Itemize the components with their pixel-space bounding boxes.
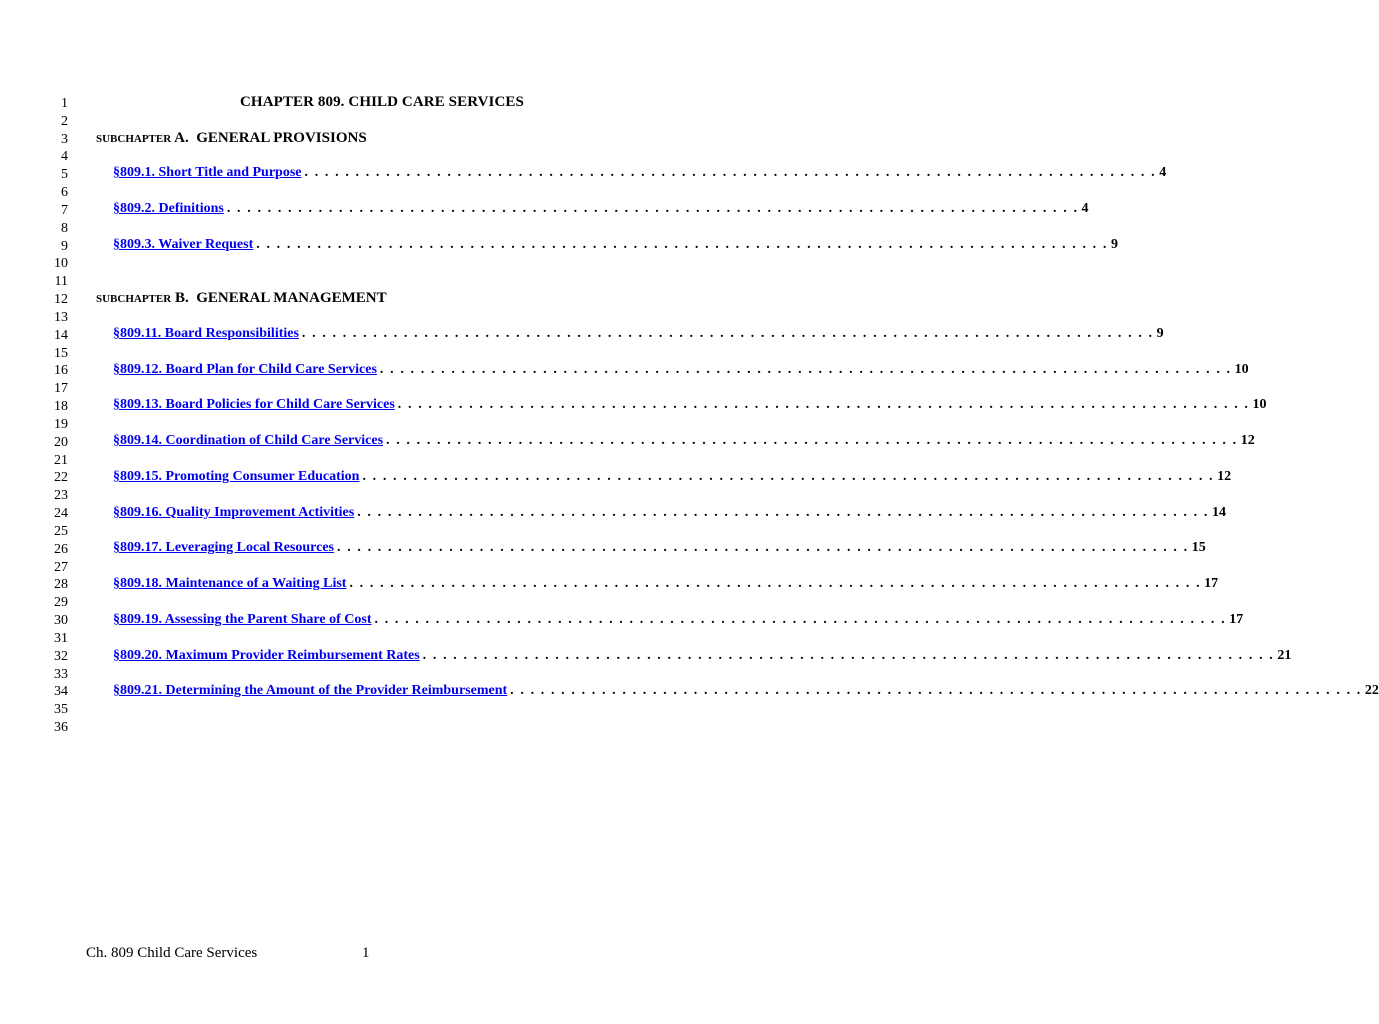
toc-entry	[113, 433, 1255, 451]
subchapter-prefix: SUBCHAPTER	[96, 133, 172, 145]
line-number: 25	[54, 524, 68, 539]
toc-entry	[113, 165, 1167, 183]
toc-entry	[113, 505, 1226, 523]
toc-page-number: 9	[1110, 237, 1118, 252]
line-number: 23	[54, 488, 68, 503]
toc-page-number: 4	[1081, 201, 1089, 216]
line-number: 24	[54, 506, 68, 521]
toc-link-809-16[interactable]: §809.16. Quality Improvement Activities	[113, 505, 355, 520]
toc-entry	[113, 362, 1249, 380]
toc-leader-dots: . . . . . . . . . . . . . . . . . . . . . . . . . . . . . . . . . . . . . . . . . . . . . . . . . . . . . . . . . . . . . . . . . . . . . . . . . . . . . . . . . . . .	[422, 648, 1275, 663]
footer-page-number: 1	[362, 945, 370, 961]
toc-leader-dots: . . . . . . . . . . . . . . . . . . . . . . . . . . . . . . . . . . . . . . . . . . . . . . . . . . . . . . . . . . . . . . . . . . . . . . . . . . . . . . . . . . . .	[301, 326, 1154, 341]
line-number: 26	[54, 542, 68, 557]
line-number: 5	[61, 167, 68, 182]
toc-entry	[113, 237, 1118, 255]
footer-chapter-label: Ch. 809 Child Care Services	[86, 945, 258, 961]
subchapter-title: GENERAL MANAGEMENT	[188, 290, 387, 306]
toc-link-809-13[interactable]: §809.13. Board Policies for Child Care Services	[113, 397, 395, 412]
line-number: 11	[54, 274, 68, 289]
subchapter-title: GENERAL PROVISIONS	[188, 130, 367, 146]
toc-entry	[113, 540, 1206, 558]
toc-link-809-17[interactable]: §809.17. Leveraging Local Resources	[113, 540, 334, 555]
toc-entry	[113, 648, 1292, 666]
toc-link-809-11[interactable]: §809.11. Board Responsibilities	[113, 326, 299, 341]
toc-entry	[113, 683, 1379, 701]
line-number: 8	[61, 221, 68, 236]
line-number: 2	[61, 114, 68, 129]
subchapter-a-heading	[96, 130, 367, 147]
toc-leader-dots: . . . . . . . . . . . . . . . . . . . . . . . . . . . . . . . . . . . . . . . . . . . . . . . . . . . . . . . . . . . . . . . . . . . . . . . . . . . . . . . . . . . .	[362, 469, 1215, 484]
toc-link-809-1[interactable]: §809.1. Short Title and Purpose	[113, 165, 302, 180]
line-number: 9	[61, 239, 68, 254]
line-number: 34	[54, 684, 68, 699]
toc-page-number: 14	[1211, 505, 1226, 520]
subchapter-letter: B.	[171, 290, 189, 306]
toc-page-number: 4	[1159, 165, 1167, 180]
line-number: 3	[61, 132, 68, 147]
toc-page-number: 22	[1364, 683, 1379, 698]
line-number: 6	[61, 185, 68, 200]
toc-link-809-18[interactable]: §809.18. Maintenance of a Waiting List	[113, 576, 347, 591]
line-number: 10	[54, 256, 68, 271]
line-number: 31	[54, 631, 68, 646]
line-number: 18	[54, 399, 68, 414]
toc-leader-dots: . . . . . . . . . . . . . . . . . . . . . . . . . . . . . . . . . . . . . . . . . . . . . . . . . . . . . . . . . . . . . . . . . . . . . . . . . . . . . . . . . . . .	[379, 362, 1232, 377]
toc-entry	[113, 397, 1267, 415]
toc-entry	[113, 469, 1232, 487]
line-number: 21	[54, 453, 68, 468]
toc-page-number: 12	[1240, 433, 1255, 448]
toc-page-number: 15	[1191, 540, 1206, 555]
toc-page-number: 10	[1234, 362, 1249, 377]
toc-page-number: 12	[1217, 469, 1232, 484]
subchapter-b-heading	[96, 290, 387, 307]
toc-leader-dots: . . . . . . . . . . . . . . . . . . . . . . . . . . . . . . . . . . . . . . . . . . . . . . . . . . . . . . . . . . . . . . . . . . . . . . . . . . . . . . . . . . . .	[304, 165, 1157, 180]
toc-leader-dots: . . . . . . . . . . . . . . . . . . . . . . . . . . . . . . . . . . . . . . . . . . . . . . . . . . . . . . . . . . . . . . . . . . . . . . . . . . . . . . . . . . . .	[357, 505, 1209, 520]
line-number: 12	[54, 292, 68, 307]
toc-link-809-19[interactable]: §809.19. Assessing the Parent Share of Cost	[113, 612, 372, 627]
line-number: 20	[54, 435, 68, 450]
line-number: 19	[54, 417, 68, 432]
toc-leader-dots: . . . . . . . . . . . . . . . . . . . . . . . . . . . . . . . . . . . . . . . . . . . . . . . . . . . . . . . . . . . . . . . . . . . . . . . . . . . . . . . . . . . .	[374, 612, 1227, 627]
line-number: 32	[54, 649, 68, 664]
line-number: 7	[61, 203, 68, 218]
line-number: 30	[54, 613, 68, 628]
toc-link-809-15[interactable]: §809.15. Promoting Consumer Education	[113, 469, 360, 484]
toc-page-number: 17	[1229, 612, 1244, 627]
toc-link-809-14[interactable]: §809.14. Coordination of Child Care Services	[113, 433, 384, 448]
toc-link-809-12[interactable]: §809.12. Board Plan for Child Care Services	[113, 362, 377, 377]
toc-link-809-2[interactable]: §809.2. Definitions	[113, 201, 224, 216]
line-number: 29	[54, 595, 68, 610]
subchapter-letter: A.	[171, 130, 189, 146]
line-number: 14	[54, 328, 68, 343]
line-number: 15	[54, 346, 68, 361]
toc-link-809-3[interactable]: §809.3. Waiver Request	[113, 237, 254, 252]
toc-page-number: 10	[1252, 397, 1267, 412]
toc-leader-dots: . . . . . . . . . . . . . . . . . . . . . . . . . . . . . . . . . . . . . . . . . . . . . . . . . . . . . . . . . . . . . . . . . . . . . . . . . . . . . . . . . . . .	[386, 433, 1238, 448]
line-number: 16	[54, 363, 68, 378]
toc-entry	[113, 576, 1219, 594]
toc-page-number: 17	[1204, 576, 1219, 591]
toc-entry	[113, 612, 1244, 630]
toc-leader-dots: . . . . . . . . . . . . . . . . . . . . . . . . . . . . . . . . . . . . . . . . . . . . . . . . . . . . . . . . . . . . . . . . . . . . . . . . . . . . . . . . . . . .	[397, 397, 1250, 412]
line-number: 1	[61, 96, 68, 111]
line-number: 22	[54, 470, 68, 485]
toc-link-809-21[interactable]: §809.21. Determining the Amount of the Provider Reimbursement	[113, 683, 508, 698]
toc-leader-dots: . . . . . . . . . . . . . . . . . . . . . . . . . . . . . . . . . . . . . . . . . . . . . . . . . . . . . . . . . . . . . . . . . . . . . . . . . . . . . . . . . . . .	[226, 201, 1079, 216]
toc-entry	[113, 326, 1164, 344]
toc-leader-dots: . . . . . . . . . . . . . . . . . . . . . . . . . . . . . . . . . . . . . . . . . . . . . . . . . . . . . . . . . . . . . . . . . . . . . . . . . . . . . . . . . . . .	[510, 683, 1362, 698]
toc-leader-dots: . . . . . . . . . . . . . . . . . . . . . . . . . . . . . . . . . . . . . . . . . . . . . . . . . . . . . . . . . . . . . . . . . . . . . . . . . . . . . . . . . . . .	[256, 237, 1108, 252]
line-number: 35	[54, 702, 68, 717]
subchapter-prefix: SUBCHAPTER	[96, 293, 172, 305]
line-number: 17	[54, 381, 68, 396]
toc-page-number: 9	[1156, 326, 1164, 341]
chapter-title: CHAPTER 809. CHILD CARE SERVICES	[240, 94, 524, 110]
toc-page-number: 21	[1277, 648, 1292, 663]
toc-link-809-20[interactable]: §809.20. Maximum Provider Reimbursement Rates	[113, 648, 420, 663]
toc-entry	[113, 201, 1089, 219]
line-number: 27	[54, 560, 68, 575]
line-number: 13	[54, 310, 68, 325]
line-number: 33	[54, 667, 68, 682]
line-number: 36	[54, 720, 68, 735]
line-number: 4	[61, 149, 68, 164]
toc-leader-dots: . . . . . . . . . . . . . . . . . . . . . . . . . . . . . . . . . . . . . . . . . . . . . . . . . . . . . . . . . . . . . . . . . . . . . . . . . . . . . . . . . . . .	[349, 576, 1202, 591]
line-number: 28	[54, 577, 68, 592]
toc-leader-dots: . . . . . . . . . . . . . . . . . . . . . . . . . . . . . . . . . . . . . . . . . . . . . . . . . . . . . . . . . . . . . . . . . . . . . . . . . . . . . . . . . . . .	[337, 540, 1189, 555]
